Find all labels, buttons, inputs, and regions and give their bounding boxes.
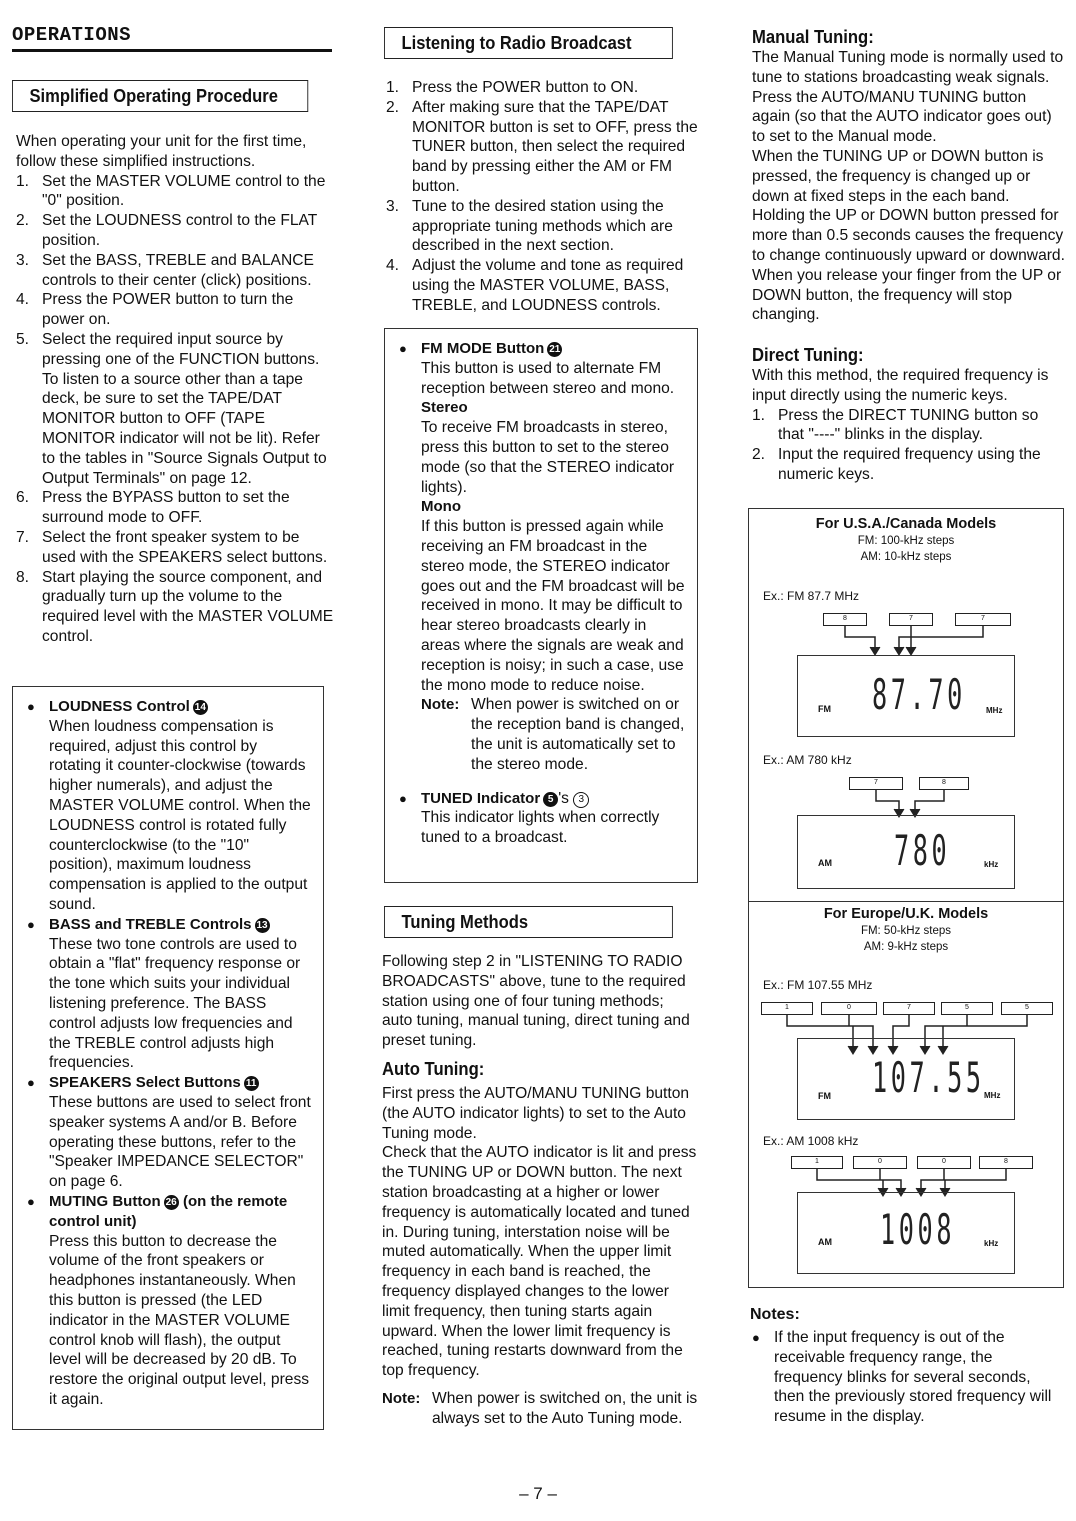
- list-item: 2. Set the LOUDNESS control to the FLAT position.: [16, 212, 318, 249]
- key-button: 8: [919, 777, 969, 790]
- usa-ex2-label: Ex.: AM 780 kHz: [763, 753, 852, 767]
- tuning-intro: Following step 2 in "LISTENING TO RADIO BROADCASTS" above, tune to the required station using one of four tuning methods; auto tuning, manual tuning, direct tuning and preset tuning.: [382, 953, 690, 1050]
- key-button: 8: [823, 613, 867, 626]
- speakers-item: ● SPEAKERS Select Buttons 11 These buttons are used to select front speaker systems A and/or B. Before operating these buttons, refer to the "Speaker IMPEDANCE SELECTOR" on page 6.: [13, 1073, 311, 1192]
- direct-steps: [752, 406, 1066, 485]
- auto-tuning-body: First press the AUTO/MANU TUNING button (the AUTO indicator lights) to set to the Auto Tuning mode. Check that the AUTO indicator is lit and press the TUNING UP or DOWN button. The next station broadcasting at a higher or lower frequency is automatically located and tuned in. During tuning, interstation noise will be muted automatically. When the upper limit frequency in each band is reached, the frequency displayed changes to the lower limit frequency, then tuning starts again upward. When the lower limit frequency is reached, tuning restarts downward from the top frequency. Note: When power is switched on, the unit is always set to the Auto Tuning mode.: [382, 1085, 698, 1427]
- list-item: 2. Input the required frequency using the numeric keys.: [752, 446, 1041, 483]
- europe-diagram: [748, 902, 1064, 1288]
- direct-tuning-title: Direct Tuning:: [752, 344, 864, 365]
- europe-am-steps: AM: 9-kHz steps: [863, 941, 949, 953]
- notes-title: Notes:: [750, 1306, 800, 1323]
- page-number: – 7 –: [519, 1484, 557, 1503]
- europe-ex2-display: AM 1008 kHz: [797, 1192, 1015, 1274]
- europe-ex1-display: FM 107.55 MHz: [797, 1038, 1015, 1120]
- europe-ex2-label: Ex.: AM 1008 kHz: [763, 1134, 859, 1148]
- key-button: 7: [883, 1002, 935, 1015]
- usa-am-steps: AM: 10-kHz steps: [860, 551, 952, 563]
- fm-mode-panel: [384, 328, 698, 883]
- direct-tuning-body: With this method, the required frequency is input directly using the numeric keys. 1. Press the DIRECT TUNING button so that "----" blinks in the display. 2. Input the required frequency using the numeric keys.: [752, 366, 1066, 485]
- list-item: 1. Set the MASTER VOLUME control to the "0" position.: [16, 172, 326, 210]
- usa-ex1-display: FM 87.70 MHz: [797, 655, 1015, 737]
- fm-mode-item: ● FM MODE Button 21 This button is used to alternate FM reception between stereo and mono. Stereo To receive FM broadcasts in stereo, press this button to set to the stereo mode (so that the STEREO indicator lights). Mono If this button is pressed again while receiving an FM broadcast in the stereo mode, the STEREO indicator goes out and the FM broadcast will be received in mono. It may be difficult to hear stereo broadcasts clearly in areas where the signals are weak and reception is noisy; in such a case, use the mono mode to reduce noise. Note: When power is switched on or the reception band is changed, the unit is automatically set to the stereo mode.: [385, 339, 685, 775]
- auto-tuning-title: Auto Tuning:: [382, 1058, 485, 1079]
- auto-note: Note: When power is switched on, the unit is always set to the Auto Tuning mode.: [382, 1389, 698, 1427]
- simplified-body: [16, 132, 334, 647]
- controls-panel: [12, 686, 324, 1430]
- key-button: 1: [761, 1002, 813, 1015]
- bass-treble-item: ● BASS and TREBLE Controls 13 These two tone controls are used to obtain a "flat" frequency response or the tone which suits your individual listening preference. The BASS control adjusts low frequencies and the TREBLE control adjusts high frequencies.: [13, 915, 311, 1073]
- list-item: 5. Select the required input source by pressing one of the FUNCTION buttons. To listen to a source other than a tape deck, be sure to set the TAPE/DAT MONITOR button to OFF (TAPE MONITOR indicator will not be lit). Refer to the tables in "Source Signals Output to Output Terminals" on page 12.: [16, 330, 327, 487]
- key-button: 7: [849, 777, 903, 790]
- list-item: 3. Tune to the desired station using the appropriate tuning methods which are described in the next section.: [386, 197, 673, 255]
- key-button: 8: [979, 1156, 1033, 1169]
- notes-list: [738, 1328, 1064, 1427]
- key-button: 0: [917, 1156, 971, 1169]
- key-button: 7: [955, 613, 1011, 626]
- list-item: 3. Set the BASS, TREBLE and BALANCE controls to their center (click) positions.: [16, 251, 314, 289]
- list-item: 1. Press the POWER button to ON.: [386, 79, 639, 96]
- usa-diagram: [748, 508, 1064, 902]
- simplified-heading: Simplified Operating Procedure: [12, 80, 308, 112]
- tuning-methods-heading: Tuning Methods: [384, 906, 673, 938]
- usa-ex1-label: Ex.: FM 87.7 MHz: [763, 589, 860, 603]
- radio-steps: [386, 78, 700, 316]
- europe-fm-steps: FM: 50-kHz steps: [860, 925, 952, 937]
- simplified-intro: When operating your unit for the first time, follow these simplified instructions.: [16, 133, 307, 170]
- page-section-title: OPERATIONS: [12, 24, 132, 46]
- manual-tuning-title: Manual Tuning:: [752, 26, 874, 47]
- muting-item: ● MUTING Button 26 (on the remote control unit) Press this button to decrease the volume of the front speakers or headphones instantaneously. When this button is pressed (the LED indicator in the MASTER VOLUME control knob will flash), the output level will be decreased by 20 dB. To restore the original output level, press it again.: [13, 1192, 311, 1410]
- list-item: ● If the input frequency is out of the receivable frequency range, the frequency blinks for several seconds, then the previously stored frequency will resume in the display.: [738, 1328, 1064, 1427]
- list-item: 2. After making sure that the TAPE/DAT MONITOR button is set to OFF, press the TUNER button, then select the required band by pressing either the AM or FM button.: [386, 98, 698, 195]
- key-button: 0: [853, 1156, 907, 1169]
- list-item: 6. Press the BYPASS button to set the surround mode to OFF.: [16, 489, 290, 527]
- usa-title: For U.S.A./Canada Models: [815, 516, 997, 532]
- list-item: 4. Adjust the volume and tone as required using the MASTER VOLUME, BASS, TREBLE, and LOUDNESS controls.: [386, 257, 684, 314]
- key-button: 5: [941, 1002, 993, 1015]
- list-item: 4. Press the POWER button to turn the power on.: [16, 291, 294, 329]
- key-button: 0: [821, 1002, 877, 1015]
- title-rule: [12, 49, 332, 52]
- list-item: 1. Press the DIRECT TUNING button so that "----" blinks in the display.: [752, 406, 1039, 444]
- key-button: 7: [889, 613, 933, 626]
- manual-tuning-body: The Manual Tuning mode is normally used to tune to stations broadcasting weak signals. Press the AUTO/MANU TUNING button again (so that the AUTO indicator goes out) to set to the Manual mode. When the TUNING UP or DOWN button is pressed, the frequency is changed up or down at fixed steps in the each band. Holding the UP or DOWN button pressed for more than 0.5 seconds causes the frequency to change continuously upward or downward. When you release your finger from the UP or DOWN button, the frequency will stop changing.: [752, 49, 1065, 324]
- usa-fm-steps: FM: 100-kHz steps: [857, 535, 955, 547]
- simplified-steps: [16, 172, 334, 647]
- list-item: 7. Select the front speaker system to be used with the SPEAKERS select buttons.: [16, 528, 328, 566]
- key-button: 1: [791, 1156, 843, 1169]
- tuned-item: ● TUNED Indicator 5 's 3 This indicator lights when correctly tuned to a broadcast.: [385, 789, 685, 848]
- radio-heading: Listening to Radio Broadcast: [384, 27, 673, 59]
- loudness-item: ● LOUDNESS Control 14 When loudness compensation is required, adjust this control by rotating it counter-clockwise (towards higher numerals), and adjust the MASTER VOLUME control. When the LOUDNESS control is rotated fully counterclockwise (to the "10" position), maximum loudness compensation is applied to the output sound.: [13, 697, 311, 915]
- usa-ex2-display: AM 780 kHz: [797, 815, 1015, 889]
- europe-ex1-label: Ex.: FM 107.55 MHz: [763, 978, 873, 992]
- key-button: 5: [1001, 1002, 1053, 1015]
- tuning-methods-body: [382, 952, 698, 1051]
- fm-note: Note: When power is switched on or the reception band is changed, the unit is automatically set to the stereo mode.: [421, 696, 685, 773]
- list-item: 8. Start playing the source component, and gradually turn up the volume to the required level with the MASTER VOLUME control.: [16, 568, 334, 645]
- radio-steps-block: [386, 78, 700, 316]
- europe-title: For Europe/U.K. Models: [823, 906, 989, 922]
